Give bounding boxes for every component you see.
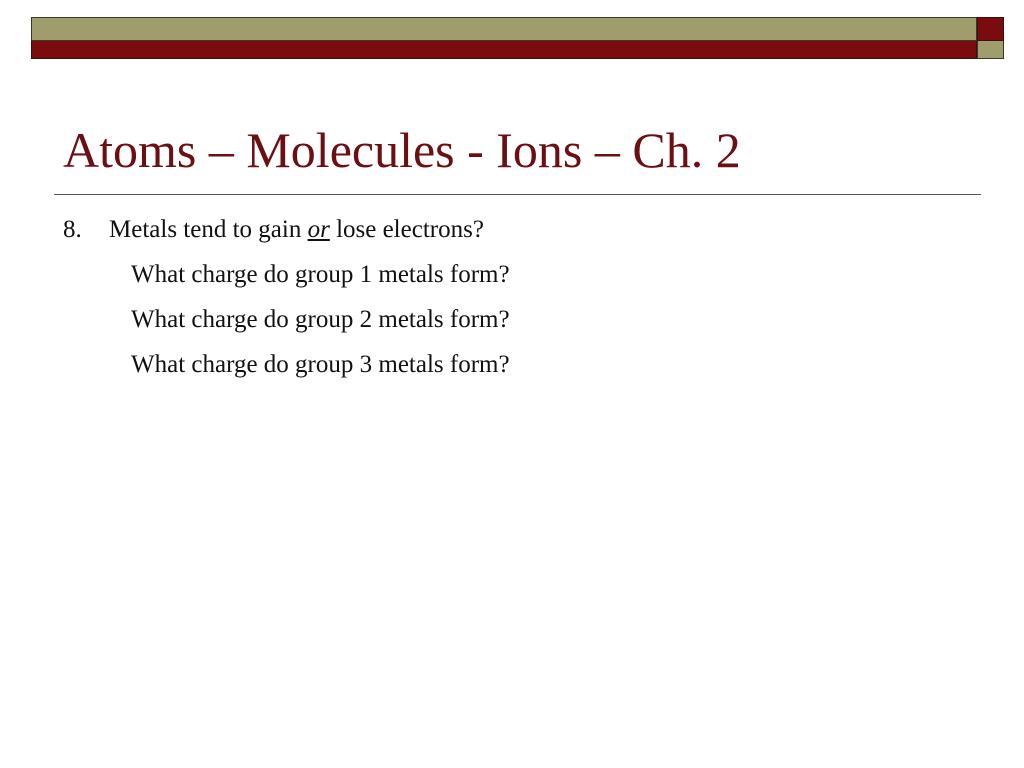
header-red-square [977,17,1004,41]
title-divider [54,194,981,195]
question-line [63,212,510,257]
slide-title: Atoms – Molecules - Ions – Ch. 2 [63,122,741,178]
header-olive-square [977,41,1004,59]
header-red-bar [31,41,977,59]
slide-content [63,212,510,392]
question-text-after: lose electrons? [336,216,484,243]
question-text-before: Metals tend to gain [109,216,302,243]
sub-question-3: What charge do group 3 metals form? [131,351,510,378]
sub-question-1: What charge do group 1 metals form? [131,261,510,288]
question-emphasis: or [307,216,330,243]
header-olive-bar [31,17,977,41]
sub-question-2: What charge do group 2 metals form? [131,306,510,333]
question-number: 8. [63,216,82,243]
